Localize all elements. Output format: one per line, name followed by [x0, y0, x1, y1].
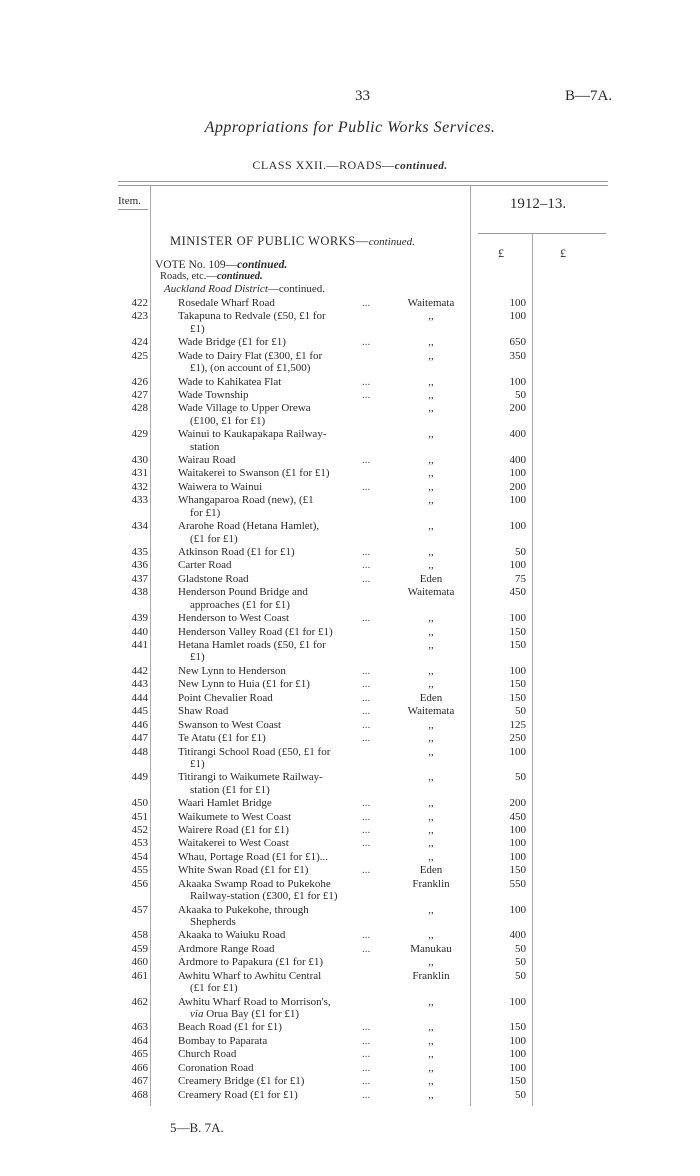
item-description: Waikumete to West Coast [178, 810, 292, 823]
electoral-district: ,, [428, 1088, 434, 1101]
item-description: Waiwera to Wainui [178, 480, 263, 493]
leader-dots: ... [362, 864, 371, 877]
page-footer: 5—B. 7A. [170, 1120, 224, 1135]
item-description: Rosedale Wharf Road [178, 297, 275, 309]
item-number: 461 [131, 969, 148, 982]
item-description: New Lynn to Henderson [178, 664, 286, 677]
leader-dots: ... [362, 732, 371, 745]
item-description: Beach Road (£1 for £1) [178, 1021, 282, 1034]
section-heading [170, 234, 415, 249]
electoral-district: ,, [428, 718, 434, 731]
electoral-district: ,, [428, 797, 434, 810]
electoral-district: ,, [428, 639, 434, 651]
electoral-district: Franklin [412, 969, 450, 982]
leader-dots: ... [362, 1088, 371, 1101]
electoral-district: ,, [428, 494, 434, 507]
electoral-district: ,, [428, 402, 434, 415]
leader-dots: ... [362, 1048, 371, 1061]
leader-dots: ... [362, 1075, 371, 1088]
item-description: Akaaka to Waiuku Road [178, 929, 286, 942]
electoral-district: ,, [428, 903, 434, 916]
electoral-district: ,, [428, 612, 434, 625]
electoral-district: ,, [428, 545, 434, 558]
amount-value: 150 [509, 691, 526, 704]
electoral-district: ,, [428, 336, 434, 349]
item-number: 431 [131, 467, 148, 480]
amount-value: 100 [509, 850, 526, 863]
item-description-continued: Railway-station (£300, £1 for £1) [190, 890, 338, 903]
amount-column-divider-2 [532, 234, 533, 1106]
item-description: Creamery Road (£1 for £1) [178, 1088, 298, 1101]
item-number: 468 [131, 1088, 148, 1101]
item-number: 450 [131, 797, 148, 810]
item-number: 438 [131, 586, 148, 599]
item-number: 459 [131, 942, 148, 955]
item-column-divider [150, 186, 151, 1106]
class-heading [0, 158, 700, 173]
item-description: Wade Bridge (£1 for £1) [178, 336, 286, 349]
via-label: via [190, 1007, 204, 1020]
item-description-continued: £1) [190, 651, 205, 664]
electoral-district: ,, [428, 480, 434, 493]
electoral-district: ,, [428, 1061, 434, 1074]
amount-value: 150 [509, 639, 526, 651]
document-reference: B—7A. [565, 88, 613, 104]
item-number: 451 [131, 810, 148, 823]
item-description: Henderson Valley Road (£1 for £1) [178, 625, 333, 638]
item-description: Ardmore Range Road [178, 942, 275, 955]
leader-dots: ... [362, 480, 371, 493]
item-number: 448 [131, 745, 148, 758]
amount-value: 50 [515, 956, 526, 969]
amount-value: 400 [509, 929, 526, 942]
item-number: 422 [131, 297, 148, 309]
item-description: Coronation Road [178, 1061, 254, 1074]
amount-value: 150 [509, 625, 526, 638]
leader-dots: ... [362, 336, 371, 349]
amount-value: 50 [515, 545, 526, 558]
amount-value: 50 [515, 1088, 526, 1101]
electoral-district: ,, [428, 995, 434, 1008]
leader-dots: ... [362, 1034, 371, 1047]
amount-value: 650 [509, 336, 526, 349]
electoral-district: ,, [428, 388, 434, 401]
amount-value: 100 [509, 520, 526, 533]
item-description: Akaaka to Pukekohe, through [178, 903, 309, 916]
leader-dots: ... [362, 797, 371, 810]
item-number: 453 [131, 837, 148, 850]
item-description-continued: (£1 for £1) [190, 532, 238, 545]
amount-value: 100 [509, 664, 526, 677]
leader-dots: ... [362, 718, 371, 731]
amount-value: 100 [509, 824, 526, 836]
leader-dots: ... [362, 691, 371, 704]
item-number: 447 [131, 732, 148, 745]
electoral-district: ,, [428, 678, 434, 691]
electoral-district: ,, [428, 810, 434, 823]
item-number: 462 [131, 995, 148, 1008]
item-number: 445 [131, 705, 148, 718]
item-number: 463 [131, 1021, 148, 1034]
item-number: 467 [131, 1075, 148, 1088]
item-description-continued: (£100, £1 for £1) [190, 414, 266, 427]
item-description-continued: £1), (on account of £1,500) [190, 362, 311, 375]
amount-value: 100 [509, 1034, 526, 1047]
item-number: 433 [131, 494, 148, 507]
item-number: 449 [131, 771, 148, 784]
leader-dots: ... [362, 559, 371, 572]
item-number: 466 [131, 1061, 148, 1074]
item-description-continued: station (£1 for £1) [190, 783, 270, 796]
item-description-continued: via Orua Bay (£1 for £1) [190, 1007, 300, 1020]
currency-symbol-col1: £ [498, 246, 504, 260]
item-description: Waari Hamlet Bridge [178, 797, 272, 810]
amount-value: 150 [509, 864, 526, 877]
item-number: 443 [131, 678, 148, 691]
vote-heading [155, 259, 287, 271]
leader-dots: ... [362, 942, 371, 955]
leader-dots: ... [362, 824, 371, 836]
item-number: 457 [131, 903, 148, 916]
electoral-district: Franklin [412, 877, 450, 890]
item-description-continued: £1) [190, 322, 205, 335]
item-description: Atkinson Road (£1 for £1) [178, 545, 295, 558]
electoral-district: ,, [428, 664, 434, 677]
item-number: 430 [131, 454, 148, 466]
item-description: Awhitu Wharf Road to Morrison's, [178, 995, 331, 1008]
electoral-district: ,, [428, 559, 434, 572]
item-description: Akaaka Swamp Road to Pukekohe [178, 877, 331, 890]
section-heading-text: MINISTER OF PUBLIC WORKS— [170, 234, 369, 248]
section-heading-continued: continued. [368, 236, 415, 248]
item-description: Titirangi to Waikumete Railway- [178, 771, 323, 784]
item-number: 425 [131, 349, 148, 362]
item-description: Wairere Road (£1 for £1) [178, 824, 289, 836]
item-description-continued: station [190, 440, 220, 453]
top-rule-2 [118, 185, 608, 186]
amount-value: 100 [509, 297, 526, 309]
electoral-district: ,, [428, 1021, 434, 1034]
amount-value: 100 [509, 375, 526, 388]
leader-dots: ... [362, 1061, 371, 1074]
amount-value: 100 [509, 1048, 526, 1061]
item-number: 436 [131, 559, 148, 572]
currency-rule [478, 233, 606, 234]
item-number: 435 [131, 545, 148, 558]
item-description-continued: Shepherds [190, 915, 236, 928]
leader-dots: ... [362, 929, 371, 942]
item-number: 439 [131, 612, 148, 625]
item-description: Whau, Portage Road (£1 for £1)... [178, 850, 328, 863]
currency-symbol-col2: £ [560, 246, 566, 260]
item-number: 455 [131, 864, 148, 877]
item-description: Titirangi School Road (£50, £1 for [178, 745, 331, 758]
item-description: Te Atatu (£1 for £1) [178, 732, 266, 745]
item-number: 460 [131, 956, 148, 969]
amount-value: 100 [509, 1061, 526, 1074]
item-description: Waitakerei to West Coast [178, 837, 289, 850]
item-number: 427 [131, 388, 148, 401]
item-description: Bombay to Paparata [178, 1034, 268, 1047]
amount-value: 350 [509, 349, 526, 362]
electoral-district: ,, [428, 850, 434, 863]
item-number: 444 [131, 691, 148, 704]
item-number: 440 [131, 625, 148, 638]
amount-value: 50 [515, 705, 526, 718]
class-heading-text: CLASS XXII.—ROADS— [252, 158, 395, 172]
leader-dots: ... [362, 572, 371, 585]
leader-dots: ... [362, 545, 371, 558]
item-head-rule [118, 209, 148, 210]
item-number: 441 [131, 639, 148, 651]
leader-dots: ... [362, 705, 371, 718]
electoral-district: ,, [428, 1075, 434, 1088]
amount-value: 400 [509, 454, 526, 466]
roads-heading [160, 271, 263, 282]
electoral-district: ,, [428, 929, 434, 942]
item-description: Swanson to West Coast [178, 718, 282, 731]
amount-value: 400 [509, 428, 526, 441]
electoral-district: ,, [428, 310, 434, 323]
amount-value: 100 [509, 467, 526, 480]
amount-value: 150 [509, 1075, 526, 1088]
amount-value: 50 [515, 942, 526, 955]
item-number: 465 [131, 1048, 148, 1061]
item-number: 434 [131, 520, 148, 533]
item-number: 424 [131, 336, 148, 349]
district-heading [164, 283, 325, 295]
item-description: Wairau Road [178, 454, 236, 466]
district-continued: —continued. [267, 283, 326, 295]
item-description: Church Road [178, 1048, 237, 1061]
amount-value: 100 [509, 310, 526, 323]
electoral-district: ,, [428, 837, 434, 850]
amount-value: 450 [509, 586, 526, 599]
item-description-continued: £1) [190, 757, 205, 770]
item-number: 437 [131, 572, 148, 585]
item-description: Whangaparoa Road (new), (£1 [178, 494, 314, 507]
item-number: 429 [131, 428, 148, 441]
roads-heading-text: Roads, etc.— [160, 271, 217, 282]
amount-value: 200 [509, 480, 526, 493]
item-number: 464 [131, 1034, 148, 1047]
leader-dots: ... [362, 678, 371, 691]
electoral-district: ,, [428, 454, 434, 466]
electoral-district: ,, [428, 771, 434, 784]
electoral-district: ,, [428, 375, 434, 388]
leader-dots: ... [362, 810, 371, 823]
item-description: Henderson Pound Bridge and [178, 586, 308, 599]
electoral-district: Eden [419, 691, 443, 704]
item-description-continued: for £1) [190, 506, 221, 519]
item-number: 452 [131, 824, 148, 836]
amount-value: 200 [509, 402, 526, 415]
electoral-district: Manukau [410, 942, 452, 955]
electoral-district: ,, [428, 428, 434, 441]
item-number: 432 [131, 480, 148, 493]
leader-dots: ... [362, 297, 371, 309]
item-description: Wainui to Kaukapakapa Railway- [178, 428, 327, 441]
electoral-district: Eden [419, 572, 443, 585]
item-description: White Swan Road (£1 for £1) [178, 864, 309, 877]
electoral-district: ,, [428, 824, 434, 836]
amount-value: 150 [509, 678, 526, 691]
top-rule-1 [118, 181, 608, 182]
item-description: Ardmore to Papakura (£1 for £1) [178, 956, 324, 969]
amount-value: 450 [509, 810, 526, 823]
amount-value: 75 [515, 572, 526, 585]
page-number: 33 [355, 88, 370, 104]
electoral-district: ,, [428, 625, 434, 638]
leader-dots: ... [362, 375, 371, 388]
item-number: 428 [131, 402, 148, 415]
item-description: Shaw Road [178, 705, 229, 718]
item-description: Creamery Bridge (£1 for £1) [178, 1075, 305, 1088]
amount-value: 100 [509, 494, 526, 507]
item-description: Wade Village to Upper Orewa [178, 402, 311, 415]
item-description: Wade to Kahikatea Flat [178, 375, 282, 388]
electoral-district: ,, [428, 745, 434, 758]
amount-value: 125 [509, 718, 526, 731]
electoral-district: ,, [428, 956, 434, 969]
leader-dots: ... [362, 612, 371, 625]
amount-value: 50 [515, 969, 526, 982]
item-description: Wade to Dairy Flat (£300, £1 for [178, 349, 323, 362]
electoral-district: Waitemata [407, 705, 455, 718]
leader-dots: ... [362, 837, 371, 850]
amount-value: 100 [509, 612, 526, 625]
amount-value: 100 [509, 995, 526, 1008]
item-description: New Lynn to Huia (£1 for £1) [178, 678, 310, 691]
amount-value: 200 [509, 797, 526, 810]
page-title: Appropriations for Public Works Services. [204, 119, 496, 136]
item-number: 446 [131, 718, 148, 731]
leader-dots: ... [362, 388, 371, 401]
electoral-district: ,, [428, 1048, 434, 1061]
class-heading-continued: continued. [394, 160, 448, 172]
leader-dots: ... [362, 1021, 371, 1034]
item-description: Carter Road [178, 559, 232, 572]
item-number: 442 [131, 664, 148, 677]
amount-value: 100 [509, 903, 526, 916]
amount-value: 250 [509, 732, 526, 745]
amount-value: 550 [509, 877, 526, 890]
amount-value: 100 [509, 745, 526, 758]
electoral-district: Eden [419, 864, 443, 877]
item-number: 423 [131, 310, 148, 323]
vote-heading-continued: continued. [237, 259, 288, 271]
electoral-district: ,, [428, 467, 434, 480]
item-description: Waitakerei to Swanson (£1 for £1) [178, 467, 330, 480]
electoral-district: Waitemata [407, 297, 455, 309]
item-description: Point Chevalier Road [178, 691, 273, 704]
item-number: 458 [131, 929, 148, 942]
electoral-district: ,, [428, 520, 434, 533]
leader-dots: ... [362, 454, 371, 466]
electoral-district: ,, [428, 732, 434, 745]
item-description-continued: approaches (£1 for £1) [190, 598, 290, 611]
year-column-header: 1912–13. [509, 196, 567, 212]
item-description: Wade Township [178, 388, 249, 401]
roads-heading-continued: continued. [216, 271, 263, 282]
amount-value: 50 [515, 771, 526, 784]
electoral-district: ,, [428, 349, 434, 362]
item-description: Awhitu Wharf to Awhitu Central [178, 969, 322, 982]
electoral-district: Waitemata [407, 586, 455, 599]
item-description-continued: (£1 for £1) [190, 982, 238, 995]
leader-dots: ... [362, 664, 371, 677]
amount-value: 100 [509, 559, 526, 572]
amount-column-divider-1 [470, 186, 471, 1106]
vote-heading-text: VOTE No. 109— [155, 259, 238, 271]
item-description: Gladstone Road [178, 572, 249, 585]
amount-value: 150 [509, 1021, 526, 1034]
item-number: 454 [131, 850, 148, 863]
electoral-district: ,, [428, 1034, 434, 1047]
amount-value: 50 [515, 388, 526, 401]
district-name: Auckland Road District [164, 283, 268, 295]
item-description: Takapuna to Redvale (£50, £1 for [178, 310, 326, 323]
item-description: Ararohe Road (Hetana Hamlet), [178, 520, 320, 533]
item-description: Hetana Hamlet roads (£50, £1 for [178, 639, 326, 651]
item-description: Henderson to West Coast [178, 612, 290, 625]
item-number: 426 [131, 375, 148, 388]
item-column-header: Item. [118, 195, 141, 207]
amount-value: 100 [509, 837, 526, 850]
item-number: 456 [131, 877, 148, 890]
